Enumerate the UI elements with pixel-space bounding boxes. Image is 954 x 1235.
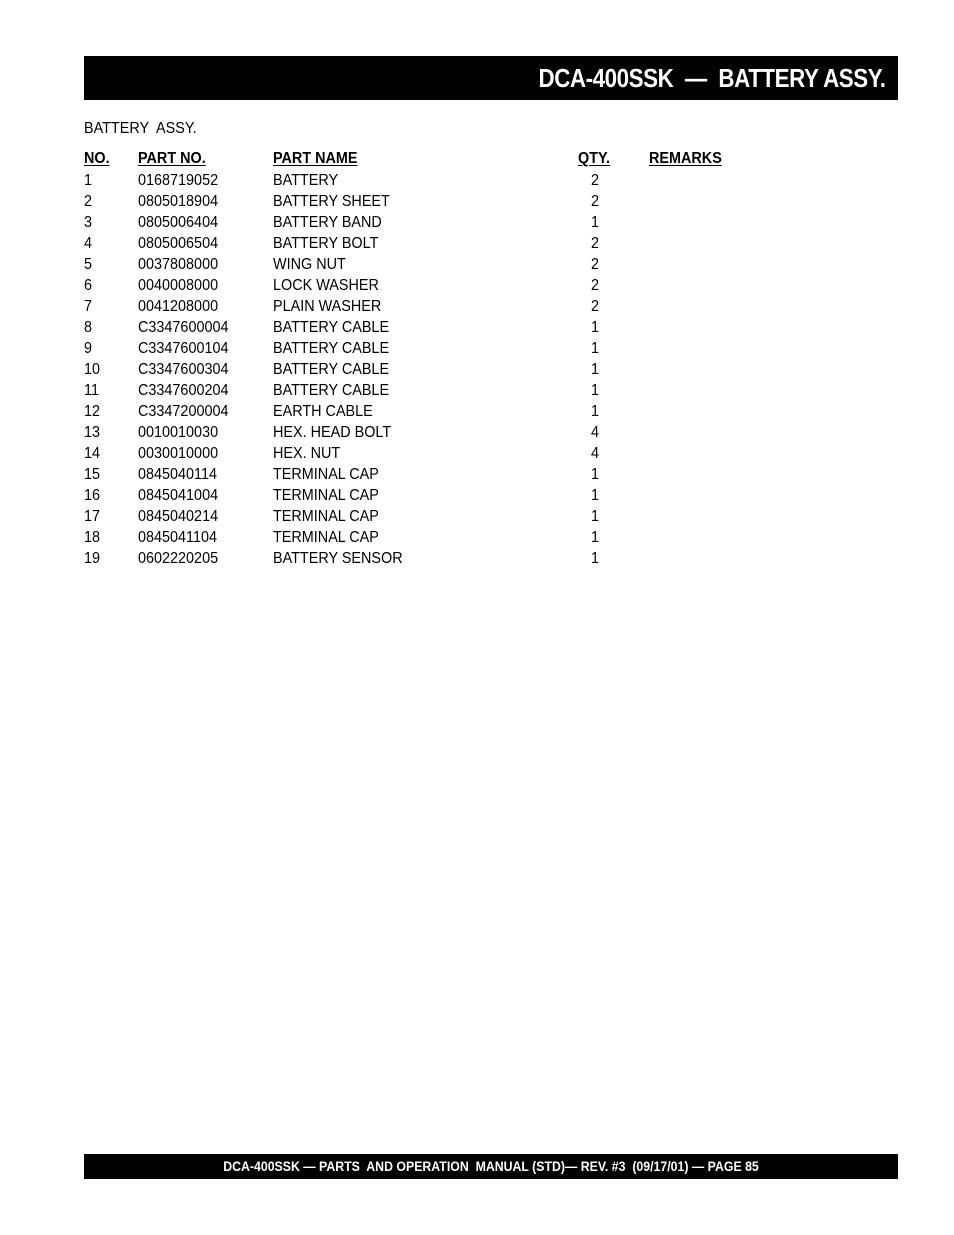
cell-qty: 1 — [590, 361, 600, 378]
cell-qty: 1 — [590, 508, 600, 525]
column-header-remarks: REMARKS — [649, 150, 722, 167]
table-row — [84, 464, 784, 485]
table-row — [84, 380, 784, 401]
cell-part-name: TERMINAL CAP — [273, 529, 379, 546]
cell-qty: 1 — [590, 529, 600, 546]
cell-part-no: C3347600304 — [138, 361, 229, 378]
table-row — [84, 191, 784, 212]
cell-part-name: LOCK WASHER — [273, 277, 379, 294]
cell-qty: 1 — [590, 403, 600, 420]
cell-part-name: BATTERY BAND — [273, 214, 382, 231]
cell-qty: 2 — [590, 235, 600, 252]
table-row — [84, 527, 784, 548]
table-row — [84, 359, 784, 380]
page-footer-bar — [84, 1154, 898, 1179]
cell-part-no: 0845040114 — [138, 466, 218, 483]
cell-qty: 2 — [590, 298, 600, 315]
cell-part-no: 0168719052 — [138, 172, 219, 189]
cell-part-no: 0010010030 — [138, 424, 219, 441]
column-header-part-name: PART NAME — [273, 150, 358, 167]
cell-no: 10 — [84, 361, 101, 378]
table-row — [84, 401, 784, 422]
cell-part-name: HEX. NUT — [273, 445, 341, 462]
cell-no: 15 — [84, 466, 101, 483]
cell-part-name: BATTERY — [273, 172, 339, 189]
cell-no: 8 — [84, 319, 93, 336]
cell-qty: 1 — [590, 382, 600, 399]
cell-no: 9 — [84, 340, 93, 357]
table-row — [84, 275, 784, 296]
cell-no: 13 — [84, 424, 101, 441]
cell-part-name: BATTERY CABLE — [273, 340, 390, 357]
cell-part-name: TERMINAL CAP — [273, 466, 379, 483]
cell-part-name: BATTERY BOLT — [273, 235, 379, 252]
cell-part-name: HEX. HEAD BOLT — [273, 424, 392, 441]
cell-no: 2 — [84, 193, 93, 210]
cell-part-name: BATTERY CABLE — [273, 382, 390, 399]
cell-part-name: BATTERY CABLE — [273, 361, 390, 378]
cell-part-name: BATTERY SENSOR — [273, 550, 403, 567]
cell-qty: 2 — [590, 193, 600, 210]
cell-part-no: 0845040214 — [138, 508, 219, 525]
cell-qty: 2 — [590, 256, 600, 273]
cell-no: 19 — [84, 550, 101, 567]
table-row — [84, 338, 784, 359]
column-header-part-no: PART NO. — [138, 150, 206, 167]
cell-part-name: TERMINAL CAP — [273, 508, 379, 525]
table-header-row — [84, 148, 784, 170]
cell-no: 7 — [84, 298, 93, 315]
cell-qty: 1 — [590, 466, 600, 483]
cell-qty: 1 — [590, 319, 600, 336]
column-header-no: NO. — [84, 150, 110, 167]
cell-part-no: C3347200004 — [138, 403, 229, 420]
page-title: DCA-400SSK — BATTERY ASSY. — [538, 63, 886, 93]
cell-qty: 4 — [590, 445, 600, 462]
cell-no: 5 — [84, 256, 93, 273]
cell-no: 16 — [84, 487, 101, 504]
table-row — [84, 233, 784, 254]
section-label: BATTERY ASSY. — [84, 120, 197, 137]
cell-part-no: 0602220205 — [138, 550, 219, 567]
cell-no: 12 — [84, 403, 101, 420]
cell-no: 11 — [84, 382, 99, 399]
cell-part-no: 0040008000 — [138, 277, 219, 294]
parts-table — [84, 148, 784, 569]
cell-part-no: 0041208000 — [138, 298, 219, 315]
cell-no: 14 — [84, 445, 101, 462]
cell-qty: 4 — [590, 424, 600, 441]
table-row — [84, 506, 784, 527]
cell-part-no: 0805006404 — [138, 214, 219, 231]
cell-no: 3 — [84, 214, 93, 231]
table-row — [84, 254, 784, 275]
cell-part-name: TERMINAL CAP — [273, 487, 379, 504]
cell-no: 6 — [84, 277, 93, 294]
cell-part-no: 0805006504 — [138, 235, 219, 252]
cell-qty: 2 — [590, 172, 600, 189]
cell-part-name: BATTERY CABLE — [273, 319, 390, 336]
cell-part-no: 0845041004 — [138, 487, 219, 504]
cell-part-name: EARTH CABLE — [273, 403, 373, 420]
table-body — [84, 170, 784, 569]
cell-no: 1 — [84, 172, 93, 189]
table-row — [84, 422, 784, 443]
table-row — [84, 212, 784, 233]
table-row — [84, 170, 784, 191]
cell-part-name: WING NUT — [273, 256, 346, 273]
table-row — [84, 317, 784, 338]
cell-qty: 1 — [590, 487, 600, 504]
cell-qty: 1 — [590, 340, 600, 357]
cell-qty: 1 — [590, 550, 600, 567]
cell-part-no: C3347600104 — [138, 340, 229, 357]
cell-part-no: 0037808000 — [138, 256, 219, 273]
cell-part-no: C3347600004 — [138, 319, 229, 336]
table-row — [84, 443, 784, 464]
cell-part-name: BATTERY SHEET — [273, 193, 390, 210]
cell-no: 17 — [84, 508, 101, 525]
cell-part-name: PLAIN WASHER — [273, 298, 382, 315]
cell-part-no: 0845041104 — [138, 529, 218, 546]
cell-qty: 1 — [590, 214, 600, 231]
page-header-bar — [84, 56, 898, 100]
cell-no: 4 — [84, 235, 93, 252]
cell-part-no: C3347600204 — [138, 382, 229, 399]
cell-no: 18 — [84, 529, 101, 546]
table-row — [84, 485, 784, 506]
table-row — [84, 296, 784, 317]
column-header-qty: QTY. — [578, 150, 611, 167]
cell-part-no: 0805018904 — [138, 193, 219, 210]
page-footer-text: DCA-400SSK — PARTS AND OPERATION MANUAL (STD)— REV. #3 (09/17/01) — PAGE 85 — [223, 1158, 759, 1174]
cell-part-no: 0030010000 — [138, 445, 219, 462]
cell-qty: 2 — [590, 277, 600, 294]
table-row — [84, 548, 784, 569]
